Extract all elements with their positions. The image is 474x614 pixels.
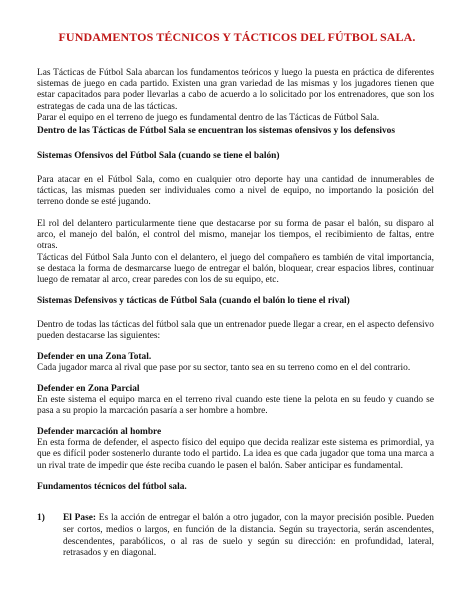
document-title: FUNDAMENTOS TÉCNICOS Y TÁCTICOS DEL FÚTBOL SALA. [58,30,416,44]
defensivos-paragraph-1: Dentro de todas las tácticas del fútbol sala que un entrenador puede llegar a crear, en el aspecto defensivo pueden destacarse las siguientes: [37,320,434,342]
list-item-text: Es la acción de entregar el balón a otro jugador, con la mayor precisión posible. Pueden ser cortos, medios o largos, en función de la distancia. Según su trayectoria, serán ascendentes, descendentes, parabólicos, o al ras de suelo y según su dirección: en profundidad, lateral, retrasados y en diagonal. [63,513,434,559]
marcacion-hombre-heading: Defender marcación al hombre [37,427,162,437]
zona-total-heading: Defender en una Zona Total. [37,352,152,362]
intro-section [37,68,434,124]
zona-total-section [37,352,434,374]
marcacion-hombre-section [37,427,434,472]
intro-paragraph-2: Parar el equipo en el terreno de juego es fundamental dentro de las Tácticas de Fútbol Sala. [37,112,380,123]
heading-defensivos: Sistemas Defensivos y tácticas de Fútbol Sala (cuando el balón lo tiene el rival) [37,296,350,306]
heading-tecnicos: Fundamentos técnicos del fútbol sala. [37,482,187,492]
tecnicos-list-item [37,513,434,560]
list-item-label: El Pase: [63,513,96,523]
heading-main: Dentro de las Tácticas de Fútbol Sala se encuentran los sistemas ofensivos y los defensivos [37,126,395,136]
ofensivos-paragraph-3: Tácticas del Fútbol Sala Junto con el delantero, el juego del compañero es también de vital importancia, se destaca la forma de desmarcarse luego de entregar el balón, bloquear, crear espacios libres, continuar luego de rematar al arco, crear paredes con los de su equipo, etc. [37,253,434,286]
intro-paragraph-1: Las Tácticas de Fútbol Sala abarcan los fundamentos teóricos y luego la puesta en práctica de diferentes sistemas de juego en cada partido. Existen una gran variedad de las mismas y los jugadores tienen que estar capacitados para poder llevarlas a cabo de acuerdo a lo solicitado por los entrenadores, que son los estrategas de cada una de las tácticas. [37,68,434,112]
zona-parcial-section [37,384,434,418]
list-item-body [63,513,434,560]
zona-parcial-heading: Defender en Zona Parcial [37,384,140,394]
list-item-number: 1) [37,513,45,523]
marcacion-hombre-paragraph: En esta forma de defender, el aspecto físico del equipo que decida realizar este sistema es primordial, ya que es difícil poder sostenerlo durante todo el partido. La idea es que cada jugador que toma una marca a un rival trate de impedir que éste reciba cuando le pasen el balón. Saber anticipar es fundamental. [37,438,434,471]
ofensivos-paragraph-2: El rol del delantero particularmente tiene que destacarse por su forma de pasar el balón, su disparo al arco, el manejo del balón, el control del mismo, manejar los tiempos, el recibimiento de faltas, entre otras. [37,219,434,252]
heading-ofensivos: Sistemas Ofensivos del Fútbol Sala (cuando se tiene el balón) [37,151,280,161]
zona-parcial-paragraph: En este sistema el equipo marca en el terreno rival cuando este tiene la pelota en su feudo y cuando se pasa a su propio la marcación pasaría a ser hombre a hombre. [37,395,434,417]
zona-total-paragraph: Cada jugador marca al rival que pase por su sector, tanto sea en su terreno como en el del contrario. [37,363,411,374]
ofensivos-paragraph-1: Para atacar en el Fútbol Sala, como en cualquier otro deporte hay una cantidad de innumerables de tácticas, las mismas pueden ser individuales como a nivel de equipo, no importando la posición del terreno donde se esté jugando. [37,175,434,208]
